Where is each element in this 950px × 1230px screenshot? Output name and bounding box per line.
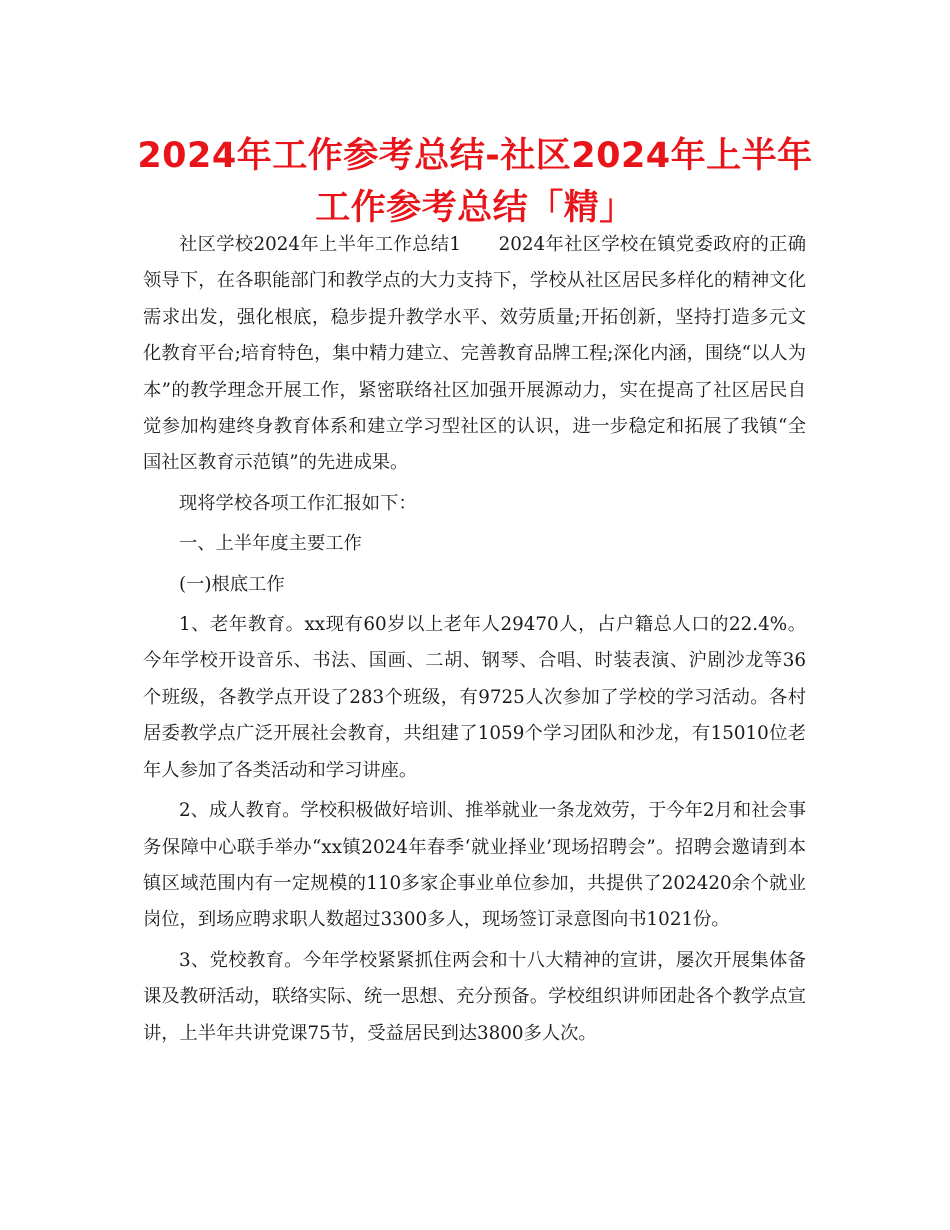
section-heading: 一、上半年度主要工作: [179, 533, 362, 555]
document-title: 2024年工作参考总结-社区2024年上半年工作参考总结「精」: [137, 136, 813, 228]
paragraph-elderly-education: 1、老年教育。xx现有60岁以上老年人29470人，占户籍总人口的22.4%。今年学校开设音乐、书法、国画、二胡、钢琴、合唱、时装表演、沪剧沙龙等36个班级，各教学点开设了283个班级，有9725人次参加了学校的学习活动。各村居委教学点广泛开展社会教育，共组建了1059个学习团队和沙龙，有15010位老年人参加了各类活动和学习讲座。: [143, 614, 806, 781]
paragraph-report-lead: 现将学校各项工作汇报如下：: [179, 492, 417, 514]
paragraph-intro: 社区学校2024年上半年工作总结1 2024年社区学校在镇党委政府的正确领导下，在各职能部门和教学点的大力支持下，学校从社区居民多样化的精神文化需求出发，强化根底，稳步提升教学水平、效劳质量;开拓创新，坚持打造多元文化教育平台;培育特色，集中精力建立、完善教育品牌工程;深化内涵，围绕“以人为本”的教学理念开展工作，紧密联络社区加强开展源动力，实在提高了社区居民自觉参加构建终身教育体系和建立学习型社区的认识，进一步稳定和拓展了我镇“全国社区教育示范镇”的先进成果。: [143, 234, 806, 474]
paragraph-adult-education: 2、成人教育。学校积极做好培训、推举就业一条龙效劳，于今年2月和社会事务保障中心联手举办“xx镇2024年春季‘就业择业’现场招聘会”。招聘会邀请到本镇区域范围内有一定规模的110多家企事业单位参加，共提供了202420余个就业岗位，到场应聘求职人数超过3300多人，现场签订录意图向书1021份。: [143, 800, 806, 931]
subsection-heading: (一)根底工作: [179, 573, 285, 595]
paragraph-party-school: 3、党校教育。今年学校紧紧抓住两会和十八大精神的宣讲，屡次开展集体备课及教研活动，联络实际、统一思想、充分预备。学校组织讲师团赴各个教学点宣讲，上半年共讲党课75节，受益居民到达3800多人次。: [143, 949, 806, 1044]
document-body: [143, 227, 806, 1056]
